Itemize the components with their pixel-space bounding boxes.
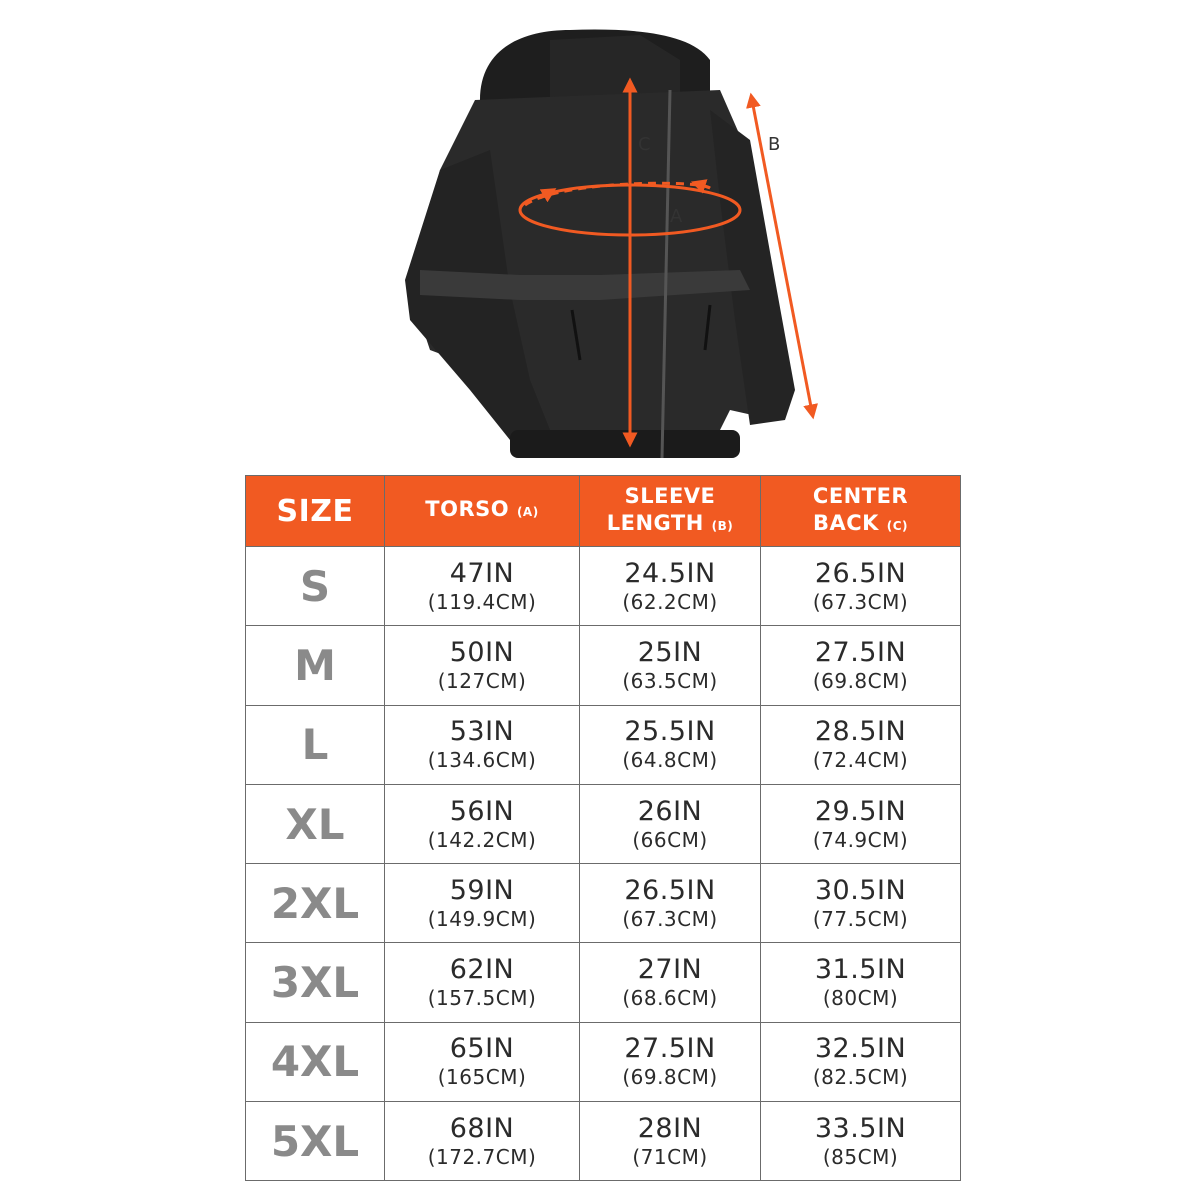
- sleeve-length-cell-inches: 28IN: [637, 1112, 703, 1144]
- torso-cell-inches: 53IN: [449, 716, 515, 748]
- sleeve-length-cell-inches: 25IN: [637, 636, 703, 668]
- center-back-cell-centimeters: (82.5CM): [812, 1065, 909, 1090]
- center-back-cell-inches: 30.5IN: [814, 874, 907, 906]
- torso-cell-inches: 56IN: [449, 795, 515, 827]
- jacket-illustration: [380, 20, 840, 460]
- header-center-back: CENTER BACK (C): [761, 476, 961, 547]
- size-label: XL: [246, 784, 385, 863]
- torso-cell-centimeters: (134.6CM): [427, 748, 537, 773]
- center-back-cell-centimeters: (67.3CM): [812, 589, 909, 614]
- torso-cell: [385, 547, 580, 626]
- torso-cell-centimeters: (149.9CM): [427, 906, 537, 931]
- torso-cell-centimeters: (172.7CM): [427, 1144, 537, 1169]
- center-back-cell-inches: 28.5IN: [814, 716, 907, 748]
- size-label: 5XL: [246, 1102, 385, 1181]
- sleeve-length-cell-inches: 26.5IN: [624, 874, 716, 906]
- torso-cell-inches: 47IN: [449, 557, 515, 589]
- center-back-cell-centimeters: (74.9CM): [812, 827, 909, 852]
- size-label: L: [246, 705, 385, 784]
- torso-cell-centimeters: (119.4CM): [427, 589, 537, 614]
- sleeve-length-cell-centimeters: (67.3CM): [622, 906, 718, 931]
- header-torso: TORSO (A): [385, 476, 580, 547]
- sleeve-length-cell-centimeters: (63.5CM): [622, 668, 718, 693]
- header-sleeve-length: SLEEVE LENGTH (B): [580, 476, 761, 547]
- table-row: [246, 626, 961, 705]
- sleeve-length-cell: [580, 547, 761, 626]
- label-c: C: [638, 134, 651, 155]
- sleeve-length-cell: [580, 943, 761, 1022]
- center-back-cell: [761, 1102, 961, 1181]
- sleeve-length-cell-centimeters: (64.8CM): [622, 748, 718, 773]
- center-back-cell-inches: 31.5IN: [814, 954, 907, 986]
- size-chart-table: [245, 475, 961, 1181]
- size-label: M: [246, 626, 385, 705]
- center-back-cell: [761, 864, 961, 943]
- center-back-cell: [761, 547, 961, 626]
- sleeve-length-cell: [580, 864, 761, 943]
- center-back-cell-inches: 29.5IN: [814, 795, 907, 827]
- torso-cell: [385, 1022, 580, 1101]
- sleeve-length-cell-inches: 26IN: [637, 795, 703, 827]
- sleeve-length-cell-inches: 27.5IN: [624, 1033, 716, 1065]
- sleeve-length-cell: [580, 784, 761, 863]
- torso-cell: [385, 943, 580, 1022]
- torso-cell: [385, 1102, 580, 1181]
- center-back-cell-centimeters: (85CM): [822, 1144, 899, 1169]
- sleeve-length-cell-inches: 25.5IN: [624, 716, 716, 748]
- sleeve-length-cell-inches: 24.5IN: [624, 557, 716, 589]
- size-label: 2XL: [246, 864, 385, 943]
- sleeve-length-cell-inches: 27IN: [637, 954, 703, 986]
- size-chart-body: [246, 547, 961, 1181]
- size-label: 4XL: [246, 1022, 385, 1101]
- sleeve-length-cell-centimeters: (68.6CM): [622, 986, 718, 1011]
- center-back-cell-inches: 33.5IN: [814, 1112, 907, 1144]
- table-row: [246, 705, 961, 784]
- jacket-measurement-diagram: [380, 20, 840, 460]
- table-header-row: [246, 476, 961, 547]
- torso-cell: [385, 864, 580, 943]
- sleeve-length-cell-centimeters: (71CM): [632, 1144, 708, 1169]
- center-back-cell: [761, 626, 961, 705]
- center-back-cell-inches: 27.5IN: [814, 636, 907, 668]
- center-back-cell: [761, 1022, 961, 1101]
- center-back-cell-centimeters: (69.8CM): [812, 668, 909, 693]
- sleeve-length-cell: [580, 1022, 761, 1101]
- center-back-cell-centimeters: (72.4CM): [812, 748, 909, 773]
- center-back-cell: [761, 784, 961, 863]
- table-row: [246, 1102, 961, 1181]
- torso-cell-centimeters: (142.2CM): [427, 827, 537, 852]
- header-size: SIZE: [246, 476, 385, 547]
- center-back-cell: [761, 705, 961, 784]
- torso-cell-inches: 50IN: [449, 636, 515, 668]
- torso-cell-inches: 65IN: [449, 1033, 515, 1065]
- center-back-cell-centimeters: (77.5CM): [812, 906, 909, 931]
- center-back-cell-inches: 32.5IN: [814, 1033, 907, 1065]
- table-row: [246, 943, 961, 1022]
- label-a: A: [670, 206, 683, 227]
- torso-cell: [385, 784, 580, 863]
- torso-cell-centimeters: (127CM): [437, 668, 527, 693]
- table-row: [246, 547, 961, 626]
- table-row: [246, 1022, 961, 1101]
- size-label: S: [246, 547, 385, 626]
- torso-cell: [385, 705, 580, 784]
- size-label: 3XL: [246, 943, 385, 1022]
- torso-cell-centimeters: (165CM): [437, 1065, 527, 1090]
- table-row: [246, 784, 961, 863]
- torso-cell-centimeters: (157.5CM): [427, 986, 537, 1011]
- table-row: [246, 864, 961, 943]
- sleeve-length-cell: [580, 1102, 761, 1181]
- torso-cell: [385, 626, 580, 705]
- torso-cell-inches: 68IN: [449, 1112, 515, 1144]
- torso-cell-inches: 59IN: [449, 874, 515, 906]
- center-back-cell-inches: 26.5IN: [814, 557, 907, 589]
- sleeve-length-cell-centimeters: (62.2CM): [622, 589, 718, 614]
- sleeve-length-cell-centimeters: (66CM): [632, 827, 708, 852]
- label-b: B: [768, 134, 781, 155]
- center-back-cell-centimeters: (80CM): [822, 986, 899, 1011]
- sleeve-length-cell: [580, 626, 761, 705]
- sleeve-length-cell: [580, 705, 761, 784]
- jacket-hem: [510, 430, 740, 458]
- torso-cell-inches: 62IN: [449, 954, 515, 986]
- center-back-cell: [761, 943, 961, 1022]
- sleeve-length-cell-centimeters: (69.8CM): [622, 1065, 718, 1090]
